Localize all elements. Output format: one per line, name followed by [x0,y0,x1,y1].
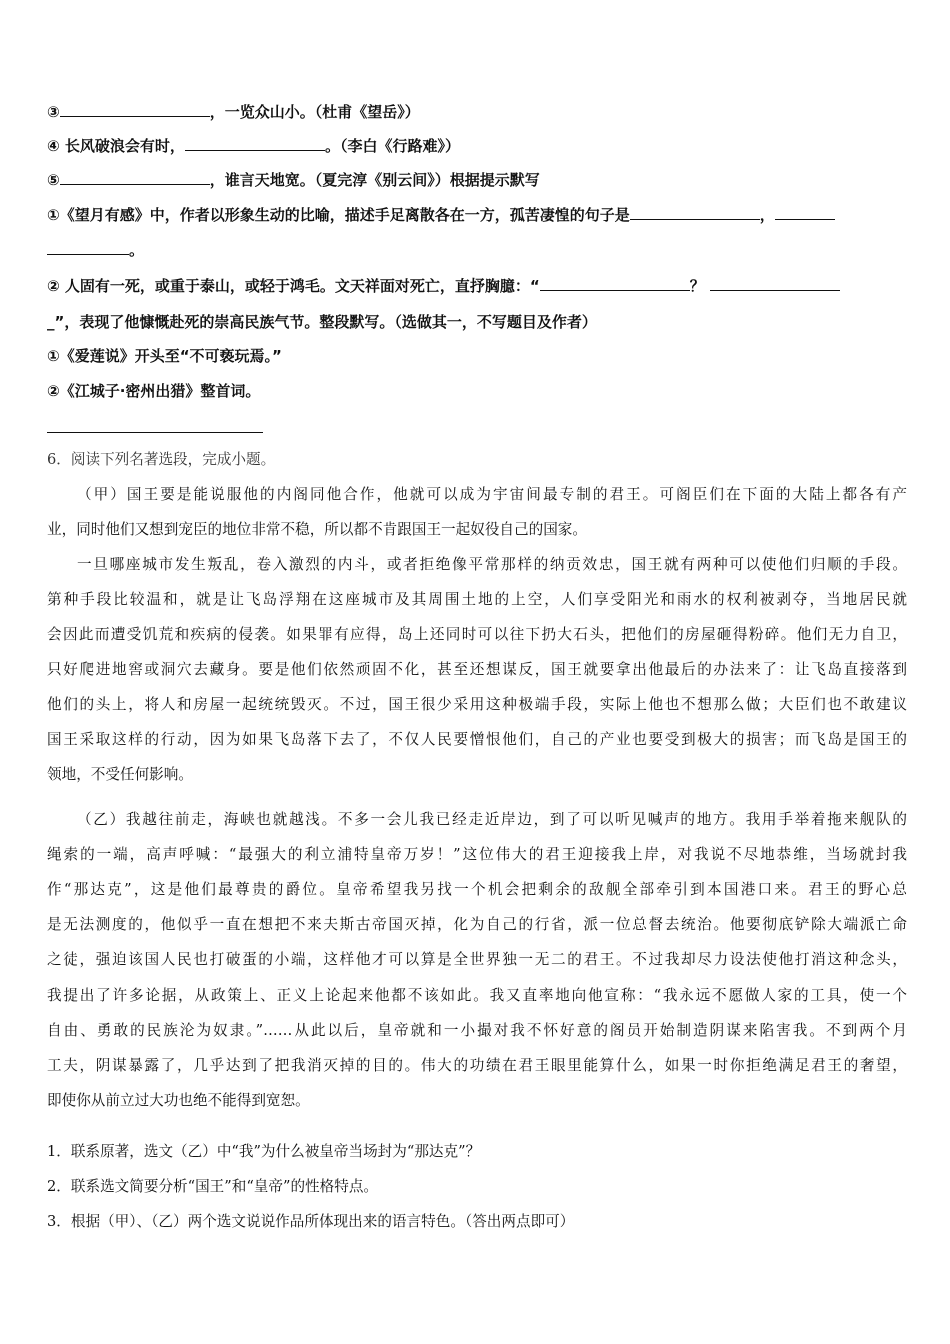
item-text: ，谁言天地宽。（夏完淳《别云间》）根据提示默写 [209,171,540,189]
question-item: 3．根据（甲）、（乙）两个选文说说作品所体现出来的语言特色。（答出两点即可） [47,1213,575,1230]
passage-line: 工夫，阴谋暴露了，几乎达到了把我消灭掉的目的。伟大的功绩在君王眼里能算什么，如果一时你拒绝满足君王的奢望， [47,1056,907,1074]
item-number: ⑤ [47,171,60,189]
item-text: ② 人固有一死，或重于泰山，或轻于鸿毛。文天祥面对死亡，直抒胸臆：“ [47,277,540,295]
recite-item-5 [47,170,907,190]
passage-line: 我提出了许多论据，从政策上、正义上论起来他都不该如此。我又直率地向他宣称：“我永远不愿做人家的工具，使一个 [47,986,907,1004]
hint-item-1-cont [47,240,907,260]
passage-line: 绳索的一端，高声呼喊：“最强大的利立浦特皇帝万岁！”这位伟大的君王迎接我上岸，对我说不尽地恭维，当场就封我 [47,846,907,864]
answer-blank[interactable] [47,240,129,255]
passage-line: 业，同时他们又想到宠臣的地位非常不稳，所以都不肯跟国王一起奴役自己的国家。 [47,521,587,538]
hint-item-2 [47,276,907,296]
question-item: 2．联系选文简要分析“国王”和“皇帝”的性格特点。 [47,1178,379,1195]
item-text: _ [47,313,55,331]
answer-blank[interactable] [775,205,835,220]
passage-line: 一旦哪座城市发生叛乱，卷入激烈的内斗，或者拒绝像平常那样的纳贡效忠，国王就有两种可以使他们归顺的手段。 [77,556,907,573]
item-text: 。（李白《行路难》） [324,137,460,155]
answer-blank[interactable] [710,276,840,291]
item-text: ”，表现了他慷慨赴死的崇高民族气节。整段默写。（选做其一，不写题目及作者） [54,313,597,331]
item-text: 。 [129,241,145,259]
passage-line: 是无法测度的，他似乎一直在想把不来夫斯古帝国灭掉，化为自己的行省，派一位总督去统治。他要彻底铲除大端派亡命 [47,916,907,934]
recite-item-3 [47,102,907,122]
passage-line: 第种手段比较温和，就是让飞岛浮翔在这座城市及其周围土地的上空，人们享受阳光和雨水的权利被剥夺，当地居民就 [47,591,907,608]
item-text: ①《望月有感》中，作者以形象生动的比喻，描述手足离散各在一方，孤苦凄惶的句子是 [47,206,630,224]
passage-line: 作“那达克”，这是他们最尊贵的爵位。皇帝希望我另找一个机会把剩余的敌舰全部牵引到本国港口来。君王的野心总 [47,881,907,899]
question-6-title: 6．阅读下列名著选段，完成小题。 [47,451,276,468]
option-1: ①《爱莲说》开头至“不可亵玩焉。” [47,347,282,365]
passage-line: 他们的头上，将人和房屋一起统统毁灭。不过，国王很少采用这种极端手段，实际上他也不想那么做；大臣们也不敢建议 [47,696,907,713]
answer-blank[interactable] [540,276,690,291]
passage-line: 即使你从前立过大功也绝不能得到宽恕。 [47,1091,310,1109]
hint-item-2-cont [47,312,907,332]
passage-line: 会因此而遭受饥荒和疾病的侵袭。如果罪有应得，岛上还同时可以往下扔大石头，把他们的房屋砸得粉碎。他们无力自卫， [47,626,907,643]
item-text: ， [759,206,775,224]
answer-blank[interactable] [60,102,210,117]
option-2: ②《江城子·密州出猎》整首词。 [47,382,261,400]
answer-blank[interactable] [185,136,325,151]
passage-line: （甲）国王要是能说服他的内阁同他合作，他就可以成为宇宙间最专制的君王。可阁臣们在下面的大陆上都各有产 [77,486,907,503]
passage-line: 只好爬进地窖或洞穴去藏身。要是他们依然顽固不化，甚至还想谋反，国王就要拿出他最后的办法来了：让飞岛直接落到 [47,661,907,678]
passage-line: 国王采取这样的行动，因为如果飞岛落下去了，不仅人民要憎恨他们，自己的产业也要受到极大的损害；而飞岛是国王的 [47,731,907,748]
answer-blank[interactable] [60,170,210,185]
passage-line: 之徒，强迫该国人民也打破蛋的小端，这样他才可以算是全世界独一无二的君王。不过我却尽力设法使他打消这种念头， [47,951,907,969]
answer-line[interactable] [47,432,263,433]
hint-item-1 [47,205,907,225]
item-text: ？ [689,277,705,295]
item-text: ④ 长风破浪会有时， [47,137,185,155]
item-number: ③ [47,103,60,121]
passage-line: 自由、勇敢的民族沦为奴隶。”……从此以后，皇帝就和一小撮对我不怀好意的阁员开始制造阴谋来陷害我。不到两个月 [47,1021,907,1039]
passage-line: （乙）我越往前走，海峡也就越浅。不多一会儿我已经走近岸边，到了可以听见喊声的地方。我用手举着拖来舰队的 [77,811,907,828]
recite-item-4 [47,136,907,156]
answer-blank[interactable] [630,205,760,220]
item-text: ，一览众山小。（杜甫《望岳》） [209,103,420,121]
passage-line: 领地，不受任何影响。 [47,766,193,783]
question-item: 1．联系原著，选文（乙）中“我”为什么被皇帝当场封为“那达克”？ [47,1143,481,1160]
